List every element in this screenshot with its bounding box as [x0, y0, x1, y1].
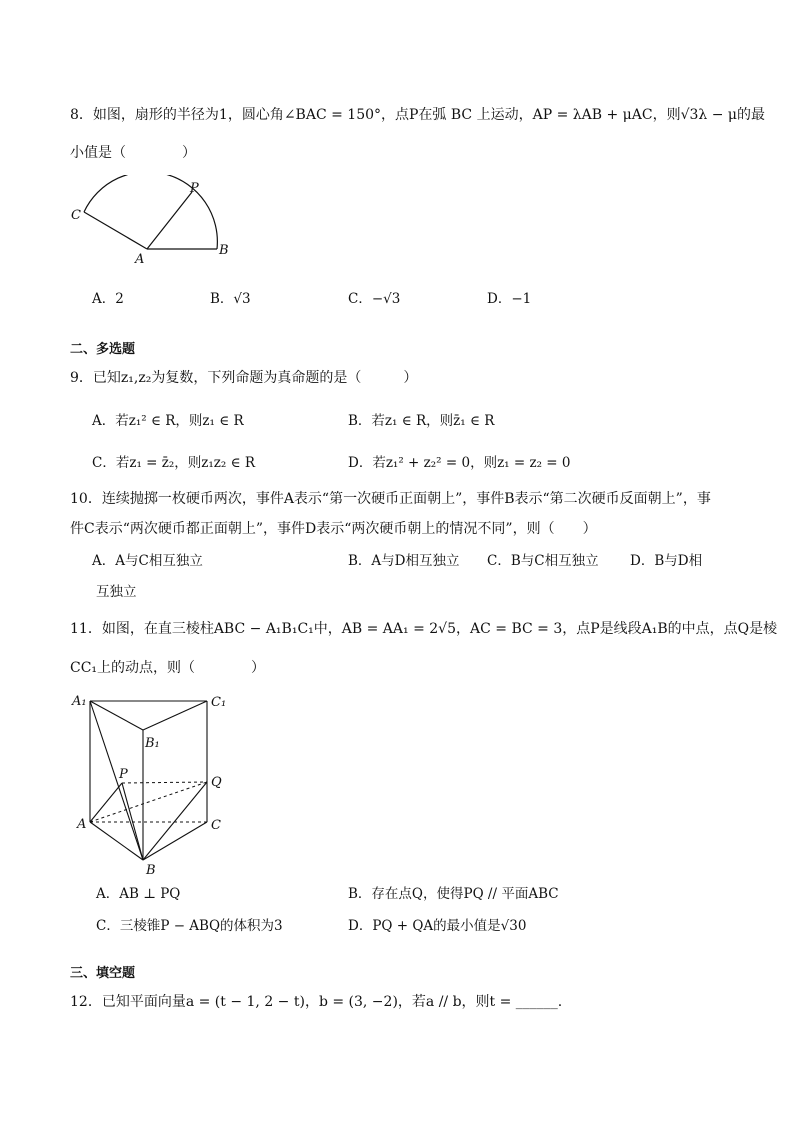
label-b: B: [146, 863, 156, 877]
label-p: P: [119, 767, 128, 782]
edge-b1-c1: [143, 701, 207, 730]
q8-stem-line1: 8．如图，扇形的半径为1，圆心角∠BAC = 150°，点P在弧 BC 上运动，AP = λAB + μAC，则√3λ − μ的最: [70, 107, 766, 123]
label-p: P: [190, 181, 199, 196]
q9-stem: 9．已知z₁,z₂为复数，下列命题为真命题的是（ ）: [70, 370, 418, 386]
q10-option-d-line2: 互独立: [96, 584, 137, 600]
q11-option-b: B．存在点Q，使得PQ // 平面ABC: [348, 886, 559, 902]
q9-option-c: C．若z₁ = z̄₂，则z₁z₂ ∈ R: [92, 455, 256, 471]
section-title-fill-in: 三、填空题: [70, 966, 136, 981]
label-b1: B₁: [145, 736, 160, 751]
q9-option-a: A．若z₁² ∈ R，则z₁ ∈ R: [92, 413, 244, 429]
segment-a1-b: [90, 701, 143, 860]
label-a1: A₁: [72, 694, 87, 709]
q9-option-d: D．若z₁² + z₂² = 0，则z₁ = z₂ = 0: [348, 455, 571, 471]
prism-figure: [60, 685, 245, 877]
hidden-segment-a-q: [90, 782, 207, 822]
q10-option-d-line1: D．B与D相: [630, 553, 703, 569]
segment-a-p: [90, 783, 122, 822]
q9-option-b: B．若z₁ ∈ R，则z̄₁ ∈ R: [348, 413, 495, 429]
q10-option-a: A．A与C相互独立: [92, 553, 203, 569]
edge-a-b: [90, 822, 143, 860]
q8-option-a: A．2: [92, 291, 124, 307]
label-a: A: [135, 252, 145, 267]
q8-option-c: C．−√3: [348, 291, 401, 307]
q10-stem-line2: 件C表示“两次硬币都正面朝上”，事件D表示“两次硬币朝上的情况不同”，则（ ）: [70, 521, 597, 537]
q8-option-d: D．−1: [487, 291, 532, 307]
q11-option-d: D．PQ + QA的最小值是√30: [348, 918, 527, 934]
q12-stem: 12．已知平面向量a = (t − 1, 2 − t)，b = (3, −2)，若a // b，则t = ______.: [70, 994, 563, 1010]
q11-option-c: C．三棱锥P − ABQ的体积为3: [96, 918, 283, 934]
q11-option-a: A．AB ⊥ PQ: [96, 886, 181, 902]
sector-figure: [60, 175, 250, 270]
radius-ac: [84, 212, 147, 249]
q11-stem-line2: CC₁上的动点，则（ ）: [70, 660, 266, 676]
q11-stem-line1: 11．如图，在直三棱柱ABC − A₁B₁C₁中，AB = AA₁ = 2√5，AC = BC = 3，点P是线段A₁B的中点，点Q是棱: [70, 621, 778, 637]
label-c: C: [211, 818, 221, 833]
section-title-multiple-choice: 二、多选题: [70, 342, 136, 357]
segment-b-q: [143, 782, 207, 860]
q8-option-b: B．√3: [210, 291, 251, 307]
q10-option-c: C．B与C相互独立: [487, 553, 599, 569]
label-c1: C₁: [211, 695, 227, 710]
label-q: Q: [211, 775, 222, 790]
edge-b-c: [143, 822, 207, 860]
label-c: C: [71, 208, 81, 223]
q8-stem-line2: 小值是（ ）: [70, 145, 196, 161]
label-a: A: [77, 817, 87, 832]
radius-ap: [147, 192, 192, 249]
q10-option-b: B．A与D相互独立: [348, 553, 460, 569]
label-b: B: [219, 243, 229, 258]
q10-stem-line1: 10．连续抛掷一枚硬币两次，事件A表示“第一次硬币正面朝上”，事件B表示“第二次硬币反面朝上”，事: [70, 491, 711, 507]
hidden-segment-p-q: [122, 782, 207, 783]
